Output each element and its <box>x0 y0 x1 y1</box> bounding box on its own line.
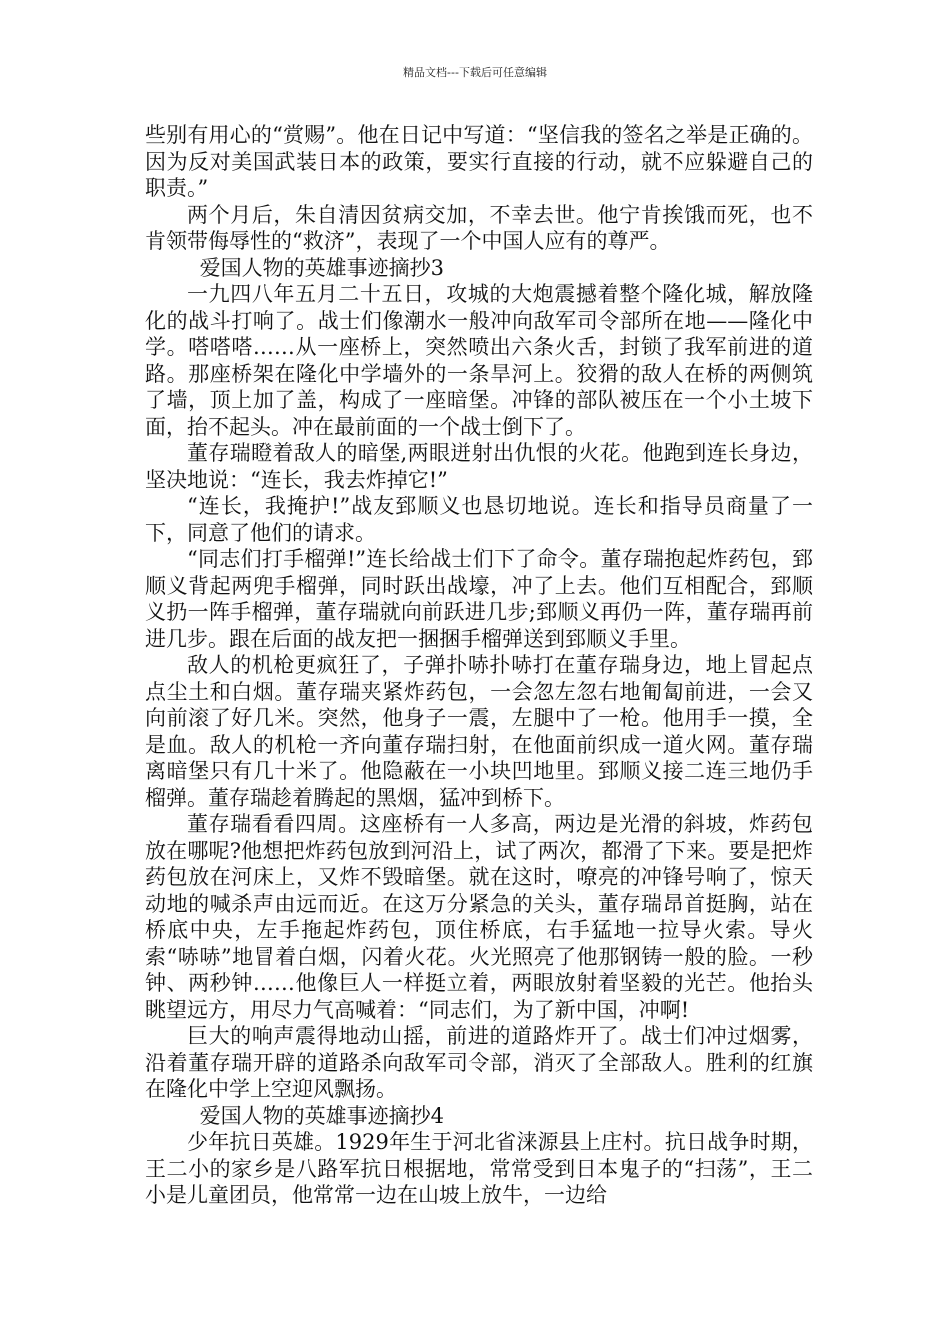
paragraph: 董存瑞瞪着敌人的暗堡,两眼迸射出仇恨的火花。他跑到连长身边，坚决地说：“连长，我去炸掉它!” <box>145 441 813 492</box>
paragraph: 两个月后，朱自清因贫病交加，不幸去世。他宁肯挨饿而死，也不肯领带侮辱性的“救济”，表现了一个中国人应有的尊严。 <box>145 202 813 253</box>
paragraph: 少年抗日英雄。1929年生于河北省涞源县上庄村。抗日战争时期，王二小的家乡是八路军抗日根据地，常常受到日本鬼子的“扫荡”，王二小是儿童团员，他常常一边在山坡上放牛，一边给 <box>145 1130 813 1207</box>
paragraph: 些别有用心的“赏赐”。他在日记中写道：“坚信我的签名之举是正确的。因为反对美国武装日本的政策，要实行直接的行动，就不应躲避自己的职责。” <box>145 123 813 200</box>
paragraph: 一九四八年五月二十五日，攻城的大炮震撼着整个隆化城，解放隆化的战斗打响了。战士们像潮水一般冲向敌军司令部所在地——隆化中学。嗒嗒嗒……从一座桥上，突然喷出六条火舌，封锁了我军前进的道路。那座桥架在隆化中学墙外的一条旱河上。狡猾的敌人在桥的两侧筑了墙，顶上加了盖，构成了一座暗堡。冲锋的部队被压在一个小土坡下面，抬不起头。冲在最前面的一个战士倒下了。 <box>145 282 813 439</box>
section-heading: 爱国人物的英雄事迹摘抄4 <box>199 1103 444 1128</box>
page-header: 精品文档---下载后可任意编辑 <box>403 66 547 79</box>
section-heading: 爱国人物的英雄事迹摘抄3 <box>199 255 444 280</box>
paragraph: 董存瑞看看四周。这座桥有一人多高，两边是光滑的斜坡，炸药包放在哪呢?他想把炸药包放到河沿上，试了两次，都滑了下来。要是把炸药包放在河床上，又炸不毁暗堡。就在这时，嘹亮的冲锋号响了，惊天动地的喊杀声由远而近。在这万分紧急的关头，董存瑞昂首挺胸，站在桥底中央，左手拖起炸药包，顶住桥底，右手猛地一拉导火索。导火索“哧哧”地冒着白烟，闪着火花。火光照亮了他那钢铸一般的脸。一秒钟、两秒钟……他像巨人一样挺立着，两眼放射着坚毅的光芒。他抬头眺望远方，用尽力气高喊着：“同志们，为了新中国，冲啊! <box>145 812 813 1022</box>
paragraph: “同志们打手榴弹!”连长给战士们下了命令。董存瑞抱起炸药包，郅顺义背起两兜手榴弹，同时跃出战壕，冲了上去。他们互相配合，郅顺义扔一阵手榴弹，董存瑞就向前跃进几步;郅顺义再仍一阵，董存瑞再前进几步。跟在后面的战友把一捆捆手榴弹送到郅顺义手里。 <box>145 547 813 651</box>
paragraph: 敌人的机枪更疯狂了，子弹扑哧扑哧打在董存瑞身边，地上冒起点点尘土和白烟。董存瑞夹紧炸药包，一会忽左忽右地匍匐前进，一会又向前滚了好几米。突然，他身子一震，左腿中了一枪。他用手一摸，全是血。敌人的机枪一齐向董存瑞扫射，在他面前织成一道火网。董存瑞离暗堡只有几十米了。他隐蔽在一小块凹地里。郅顺义接二连三地仍手榴弹。董存瑞趁着腾起的黑烟，猛冲到桥下。 <box>145 653 813 810</box>
paragraph: 巨大的响声震得地动山摇，前进的道路炸开了。战士们冲过烟雾，沿着董存瑞开辟的道路杀向敌军司令部，消灭了全部敌人。胜利的红旗在隆化中学上空迎风飘扬。 <box>145 1024 813 1101</box>
paragraph: “连长，我掩护!”战友郅顺义也恳切地说。连长和指导员商量了一下，同意了他们的请求。 <box>145 494 813 545</box>
document-body <box>145 122 813 1209</box>
